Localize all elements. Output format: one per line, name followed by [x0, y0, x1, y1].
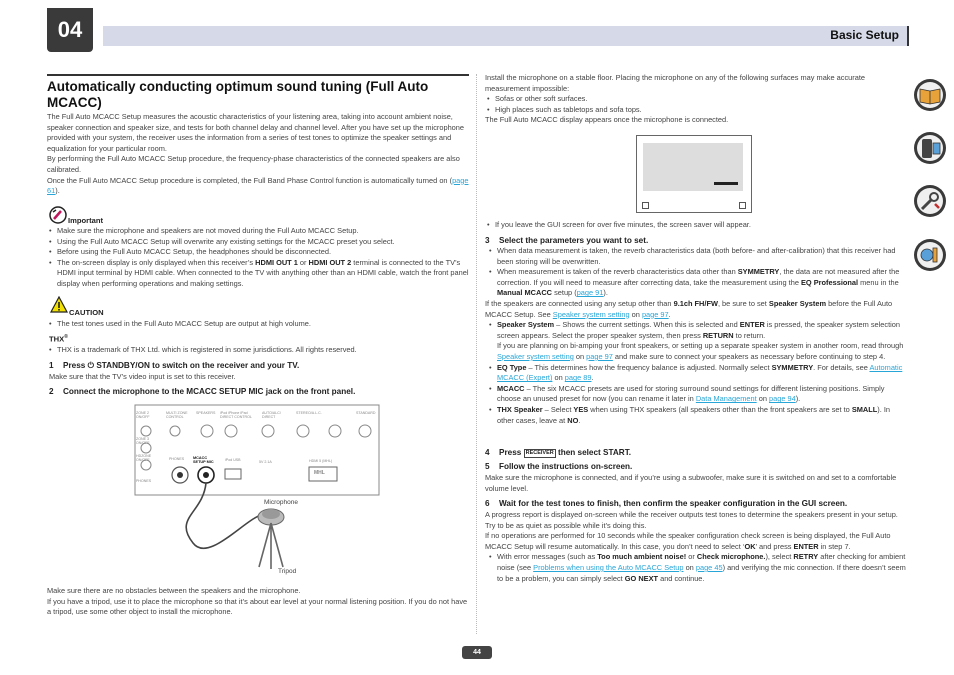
book-icon[interactable]: [913, 78, 947, 112]
intro-paragraph: Once the Full Auto MCACC Setup procedure is completed, the Full Band Phase Control function is automatically turned on (page 61).: [47, 175, 469, 196]
paragraph: The Full Auto MCACC display appears once the microphone is connected.: [485, 115, 729, 125]
section-title: Basic Setup: [830, 28, 899, 42]
list-item: • Using the Full Auto MCACC Setup will overwrite any existing settings for the MCACC preset you select.: [47, 237, 469, 248]
paragraph: Make sure there are no obstacles between the speakers and the microphone.: [47, 586, 301, 595]
gui-corner-icon: [642, 202, 649, 209]
list-item: • When data measurement is taken, the reverb characteristics data (both before- and after-calibration) that this receiver had been storing will be overwritten.: [487, 246, 907, 267]
page-link[interactable]: page 89: [564, 373, 592, 383]
remote-icon[interactable]: [913, 131, 947, 165]
paragraph: A progress report is displayed on-screen while the receiver outputs test tones to determine the speakers present in your setup. Try to be as quiet as possible while it’s doing this.: [485, 510, 898, 530]
paragraph: If you are planning on bi-amping your front speakers, or setting up a separate speaker system in another room, read through Speaker system setting on page 97 and make sure to connect your speakers as necessary before continuing to step 4.: [497, 341, 904, 361]
list-item: • When measurement is taken of the reverb characteristics data other than SYMMETRY, the data are not measured after the correction. If you will need to measure after correcting data, take the measurement using the EQ Professional menu in the Manual MCACC setup (page 91).: [487, 267, 907, 299]
list-item: • The on-screen display is only displayed when this receiver’s HDMI OUT 1 or HDMI OUT 2 terminal is connected to the TV’s HDMI input terminal by HDMI cable. When connected to the TV with anything other than an HDMI cable, watch the front panel display when performing operations and making settings.: [47, 258, 469, 290]
thx-list: [47, 345, 469, 356]
page-number: 44: [462, 646, 492, 659]
section-link[interactable]: Data Management: [695, 394, 757, 404]
page-title: Automatically conducting optimum sound tuning (Full Auto MCACC): [47, 79, 429, 110]
page-link[interactable]: page 97: [586, 351, 613, 361]
power-label: 5V 2.1A: [259, 460, 272, 464]
panel-left-label: HDZONE ON/OFF: [136, 454, 152, 462]
list-item: • Sofas or other soft surfaces.: [485, 94, 907, 105]
step-3-body: [487, 246, 907, 426]
section-link[interactable]: Speaker system setting: [552, 309, 630, 319]
list-item: • Speaker System – Shows the current settings. When this is selected and ENTER is pressed, the speaker system selection screen appears. Select the proper speaker system, then press RETURN to return.: [487, 320, 907, 341]
step-1-note: Make sure that the TV’s video input is set to this receiver.: [49, 372, 236, 381]
microphone-label: Microphone: [264, 499, 298, 506]
info-icon[interactable]: [913, 238, 947, 272]
list-item: • MCACC – The six MCACC presets are used for storing surround sound settings for different listening positions. Simply choose an unused preset for now (you can rename it later in Data Management on page 94).: [487, 384, 907, 405]
list-item: • High places such as tabletops and sofa tops.: [485, 105, 907, 116]
panel-left-label: PHONES: [136, 479, 152, 483]
section-header-bar: [103, 26, 909, 46]
step-5: 5 Follow the instructions on-screen.: [485, 462, 633, 471]
gui-screen-illustration: [636, 135, 752, 213]
placement-notes: [47, 586, 469, 618]
gui-corner-icon: [739, 202, 746, 209]
page-link[interactable]: page 94: [768, 394, 796, 404]
chapter-tab: 04: [47, 8, 93, 52]
list-item: • If you leave the GUI screen for over five minutes, the screen saver will appear.: [485, 220, 907, 231]
step-4: 4 Press RECEIVER then select START.: [485, 448, 632, 457]
list-item: • Make sure the microphone and speakers are not moved during the Full Auto MCACC Setup.: [47, 226, 469, 237]
left-intro: [47, 112, 469, 197]
list-item: • THX is a trademark of THX Ltd. which is registered in some jurisdictions. All rights reserved.: [47, 345, 469, 356]
caution-icon: [50, 296, 68, 318]
step-3: 3 Select the parameters you want to set.: [485, 236, 649, 245]
panel-left-label: ZONE 3 ON/OFF: [136, 437, 150, 445]
section-link[interactable]: Automatic MCACC (Expert): [497, 362, 903, 383]
list-item: • With error messages (such as Too much ambient noise! or Check microphone.), select RETRY after checking for ambient noise (see Problems when using the Auto MCACC Setup on page 45) and verifying the mic connection. If there doesn’t seem to be a problem, you can simply select GO NEXT and continue.: [487, 552, 907, 584]
receiver-key: RECEIVER: [525, 450, 554, 456]
section-link[interactable]: Speaker system setting: [497, 351, 574, 361]
paragraph: If the speakers are connected using any setup other than 9.1ch FH/FW, be sure to set Speaker System before the Full Auto MCACC Setup. See Speaker system setting on page 97.: [485, 298, 893, 319]
intro-paragraph: The Full Auto MCACC Setup measures the acoustic characteristics of your listening area, taking into account ambient noise, speaker connection and speaker size, and tests for both channel delay and channel level. After you have set up the microphone provided with your system, the receiver uses the information from a series of test tones to optimize the speaker settings and equalization for your particular room.: [47, 112, 465, 153]
list-item: • Before using the Full Auto MCACC Setup, the headphones should be disconnected.: [47, 247, 469, 258]
intro-paragraph: By performing the Full Auto MCACC Setup procedure, the frequency-phase characteristics of the connected speakers are also calibrated.: [47, 154, 460, 174]
right-intro: [485, 73, 907, 126]
page-link[interactable]: page 97: [641, 309, 669, 319]
gui-note: [485, 220, 907, 231]
step-5-body: Make sure the microphone is connected, and if you’re using a subwoofer, make sure it is switched on and set to a comfortable volume level.: [485, 473, 897, 493]
caution-label: CAUTION: [69, 308, 104, 317]
front-panel-illustration: ZONE 2 ON/OFF MULTI ZONE CONTROL SPEAKERS iPod iPhone iPad DIRECT CONTROL AUTO/ALC/ DIRECT STEREO/A.L.C. STANDARD ZONE 3 ON/OFF HDZONE ON/OFF PHONES PHONES MCACC SETUP MIC iPod USB 5V 2.1A HDMI 5 (MHL) MHL Microphone Tripod: [133, 403, 383, 581]
tools-icon[interactable]: [913, 184, 947, 218]
column-divider: [476, 74, 477, 634]
step-1: 1 Press ⏻ STANDBY/ON to switch on the receiver and your TV.: [49, 361, 300, 370]
page-link[interactable]: page 61: [47, 175, 469, 196]
caution-list: [47, 319, 469, 330]
step-6-body: [485, 510, 907, 584]
paragraph: If no operations are performed for 10 seconds while the speaker configuration check screen is being displayed, the Full Auto MCACC Setup will resume automatically. In this case, you don’t need to select ‘OK’ and press ENTER in step 7.: [485, 531, 891, 551]
phones-jack-label: PHONES: [169, 457, 185, 461]
mhl-label: MHL: [314, 470, 325, 476]
list-item: • THX Speaker – Select YES when using THX speakers (all speakers other than the front speakers are set to SMALL). In other cases, leave at NO.: [487, 405, 907, 426]
section-link[interactable]: Problems when using the Auto MCACC Setup: [533, 562, 684, 572]
tripod-label: Tripod: [278, 568, 297, 575]
paragraph: Install the microphone on a stable floor. Placing the microphone on any of the following surfaces may make accurate measurement impossible:: [485, 73, 866, 93]
page-link[interactable]: page 91: [576, 288, 604, 298]
thx-label: THX®: [49, 334, 68, 344]
page-link[interactable]: page 45: [695, 562, 723, 572]
mcacc-jack-label: MCACC SETUP MIC: [193, 456, 214, 465]
list-item: • The test tones used in the Full Auto MCACC Setup are output at high volume.: [47, 319, 469, 330]
paragraph: If you have a tripod, use it to place the microphone so that it’s about ear level at your normal listening position. If you do not have a tripod, use some other object to install the microphone.: [47, 596, 468, 617]
important-list: [47, 226, 469, 290]
gui-progress-mark: [714, 182, 738, 185]
step-2: 2 Connect the microphone to the MCACC SETUP MIC jack on the front panel.: [49, 387, 356, 396]
list-item: • EQ Type – This determines how the frequency balance is adjusted. Normally select SYMMETRY. For details, see Automatic MCACC (Expert) on page 89.: [487, 363, 907, 384]
title-rule: [47, 74, 469, 76]
hdmi-jack-label: HDMI 5 (MHL): [309, 459, 333, 463]
step-6: 6 Wait for the test tones to finish, then confirm the speaker configuration in the GUI screen.: [485, 499, 848, 508]
usb-jack-label: iPod USB: [225, 458, 241, 462]
important-label: Important: [68, 216, 104, 225]
